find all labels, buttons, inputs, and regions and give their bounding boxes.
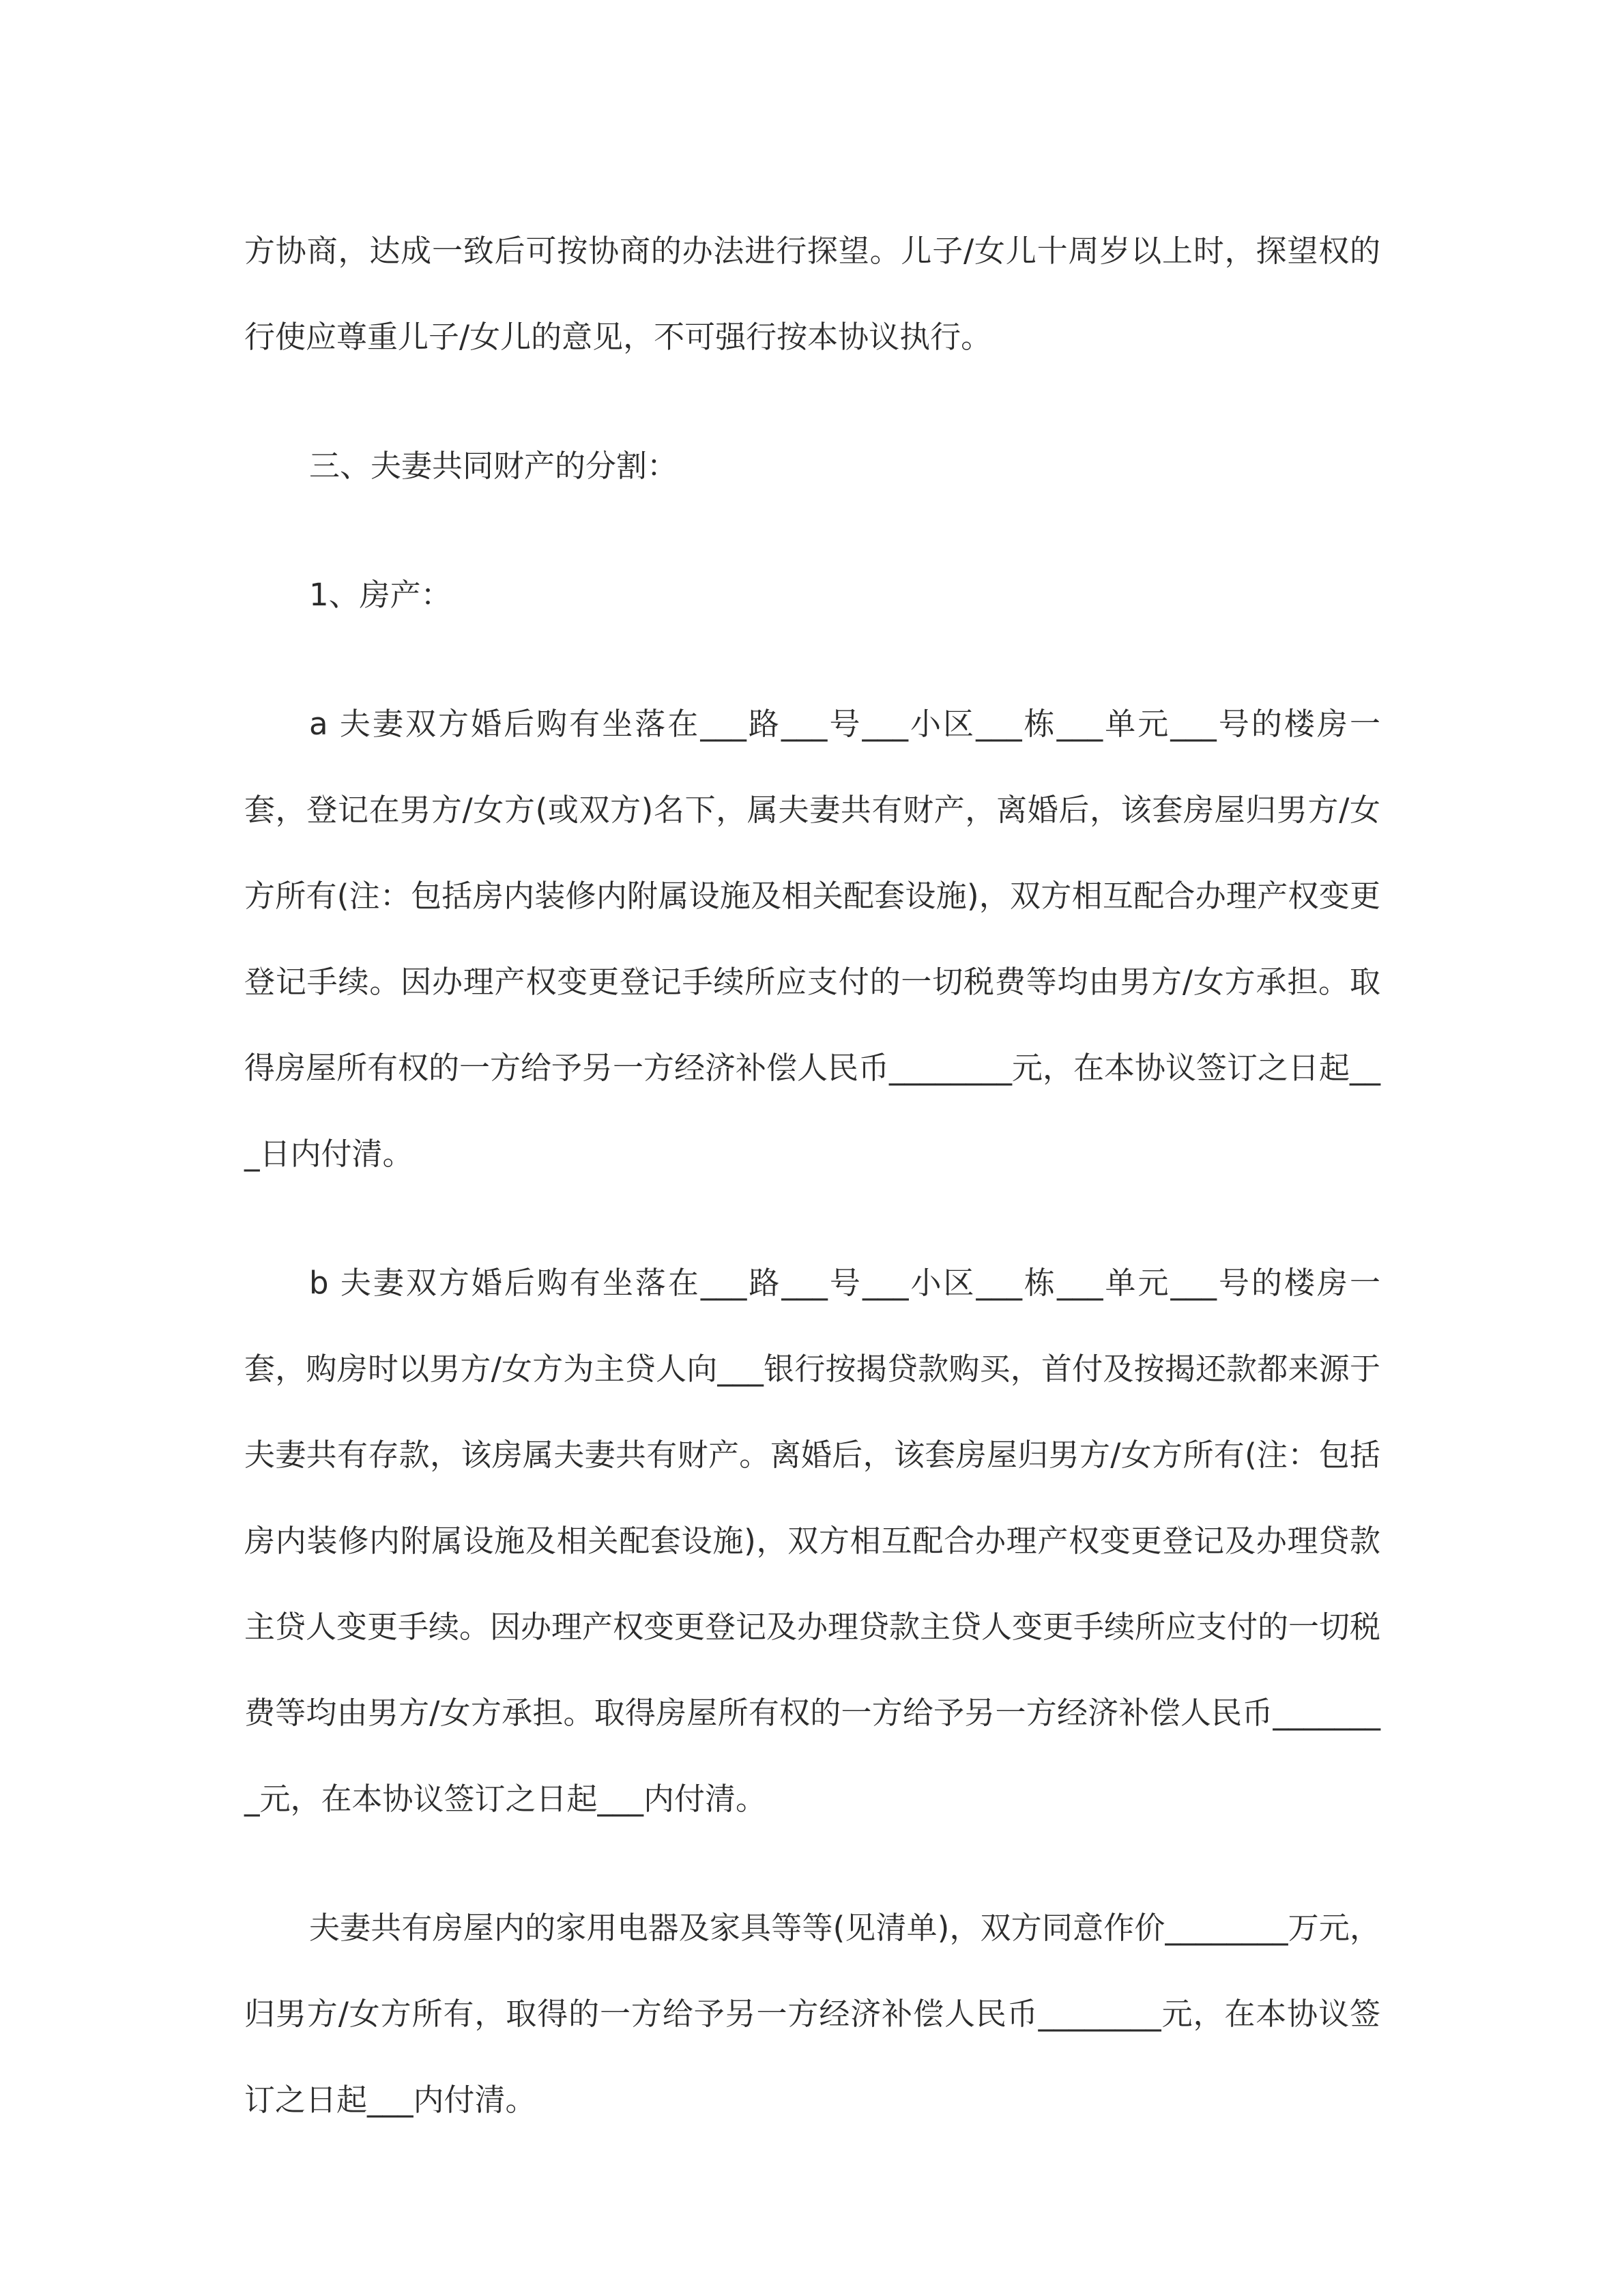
paragraph-visitation-continued: 方协商，达成一致后可按协商的办法进行探望。儿子/女儿十周岁以上时，探望权的行使应尊重儿子/女儿的意见，不可强行按本协议执行。 bbox=[244, 233, 1380, 355]
paragraph-gap bbox=[244, 509, 1380, 552]
paragraph-clause-b: b 夫妻双方婚后购有坐落在___路___号___小区___栋___单元___号的楼房一套，购房时以男方/女方为主贷人向___银行按揭贷款购买，首付及按揭还款都来源于夫妻共有存款，该房属夫妻共有财产。离婚后，该套房屋归男方/女方所有(注：包括房内装修内附属设施及相关配套设施)，双方相互配合办理产权变更登记及办理贷款主贷人变更手续。因办理产权变更登记及办理贷款主贷人变更手续所应支付的一切税费等均由男方/女方承担。取得房屋所有权的一方给予另一方经济补偿人民币________元，在本协议签订之日起___内付清。 bbox=[244, 1265, 1381, 1817]
section-heading-property-division: 三、夫妻共同财产的分割： bbox=[309, 448, 678, 484]
document-body bbox=[244, 208, 1380, 2143]
paragraph-gap bbox=[244, 638, 1380, 681]
paragraph-gap bbox=[244, 1197, 1380, 1240]
paragraph-clause-a: a 夫妻双方婚后购有坐落在___路___号___小区___栋___单元___号的楼房一套，登记在男方/女方(或双方)名下，属夫妻共有财产，离婚后，该套房屋归男方/女方所有(注：包括房内装修内附属设施及相关配套设施)，双方相互配合办理产权变更登记手续。因办理产权变更登记手续所应支付的一切税费等均由男方/女方承担。取得房屋所有权的一方给予另一方经济补偿人民币________元，在本协议签订之日起___日内付清。 bbox=[244, 706, 1381, 1172]
paragraph-gap bbox=[244, 1842, 1380, 1885]
paragraph-clause-appliances: 夫妻共有房屋内的家用电器及家具等等(见清单)，双方同意作价________万元，归男方/女方所有，取得的一方给予另一方经济补偿人民币________元，在本协议签订之日起___内付清。 bbox=[244, 1910, 1380, 2118]
item-heading-real-estate: 1、房产： bbox=[309, 577, 452, 613]
paragraph-gap bbox=[244, 380, 1380, 423]
